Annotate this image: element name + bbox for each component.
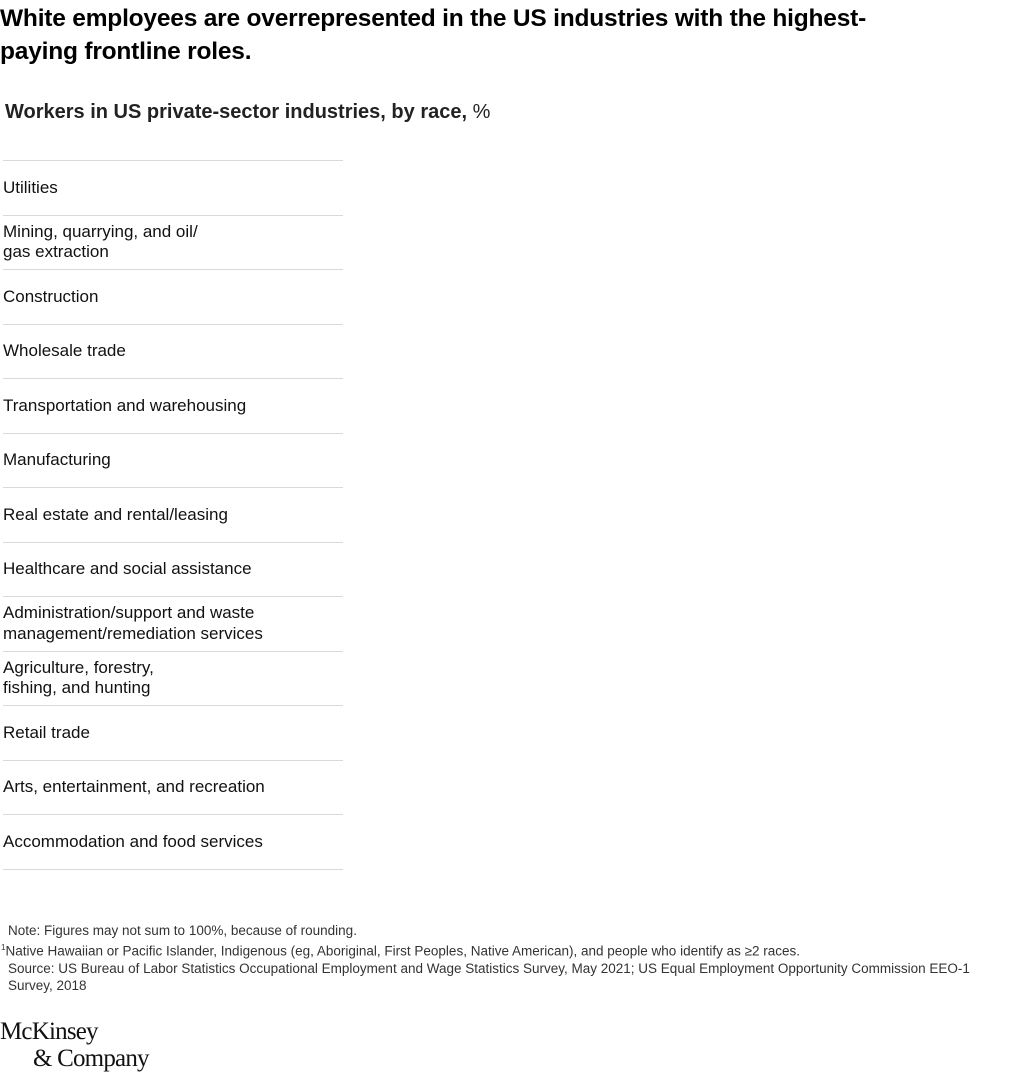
category-row	[3, 542, 343, 597]
logo-line-2: & Company	[33, 1045, 149, 1072]
chart-subtitle	[5, 99, 490, 125]
category-row	[3, 324, 343, 379]
category-row	[3, 269, 343, 324]
note: Note: Figures may not sum to 100%, because of rounding.	[8, 923, 357, 938]
category-label: Agriculture, forestry, fishing, and hunting	[3, 657, 154, 698]
category-row	[3, 814, 343, 870]
category-row	[3, 651, 343, 706]
category-label: Real estate and rental/leasing	[3, 504, 228, 524]
footnote-1	[1, 939, 970, 960]
category-label: Wholesale trade	[3, 341, 126, 360]
chart-title: White employees are overrepresented in the US industries with the highest-paying frontline roles.	[0, 5, 867, 65]
category-label: Mining, quarrying, and oil/ gas extraction	[3, 221, 198, 262]
subtitle-unit: %	[472, 101, 491, 123]
category-label: Construction	[3, 286, 99, 306]
mckinsey-logo	[0, 1018, 149, 1072]
footnotes	[1, 922, 970, 994]
category-label: Healthcare and social assistance	[3, 559, 252, 578]
category-label: Administration/support and waste management/remediation services	[3, 603, 263, 643]
source-line-1: Source: US Bureau of Labor Statistics Occupational Employment and Wage Statistics Survey, May 2021; US Equal Employment Opportunity Commission EEO-1	[8, 960, 970, 976]
category-label: Retail trade	[3, 722, 90, 742]
logo-line-1: McKinsey	[0, 1018, 98, 1045]
category-row	[3, 705, 343, 760]
category-row	[3, 433, 343, 488]
category-list	[3, 160, 343, 870]
category-row	[3, 596, 343, 651]
source-line-2: Survey, 2018	[8, 977, 87, 993]
footnote-text: Native Hawaiian or Pacific Islander, Indigenous (eg, Aboriginal, First Peoples, Native American), and people who identify as ≥2 races.	[5, 943, 801, 959]
footnote-marker: 1	[1, 943, 6, 952]
category-row	[3, 760, 343, 815]
category-label: Accommodation and food services	[3, 831, 263, 851]
category-row	[3, 487, 343, 542]
category-row	[3, 160, 343, 215]
category-row	[3, 378, 343, 433]
category-label: Arts, entertainment, and recreation	[3, 777, 265, 796]
category-row	[3, 215, 343, 270]
subtitle-text: Workers in US private-sector industries, by race,	[5, 101, 468, 123]
category-label: Manufacturing	[3, 450, 111, 469]
category-label: Transportation and warehousing	[3, 395, 247, 415]
category-label: Utilities	[3, 177, 58, 197]
